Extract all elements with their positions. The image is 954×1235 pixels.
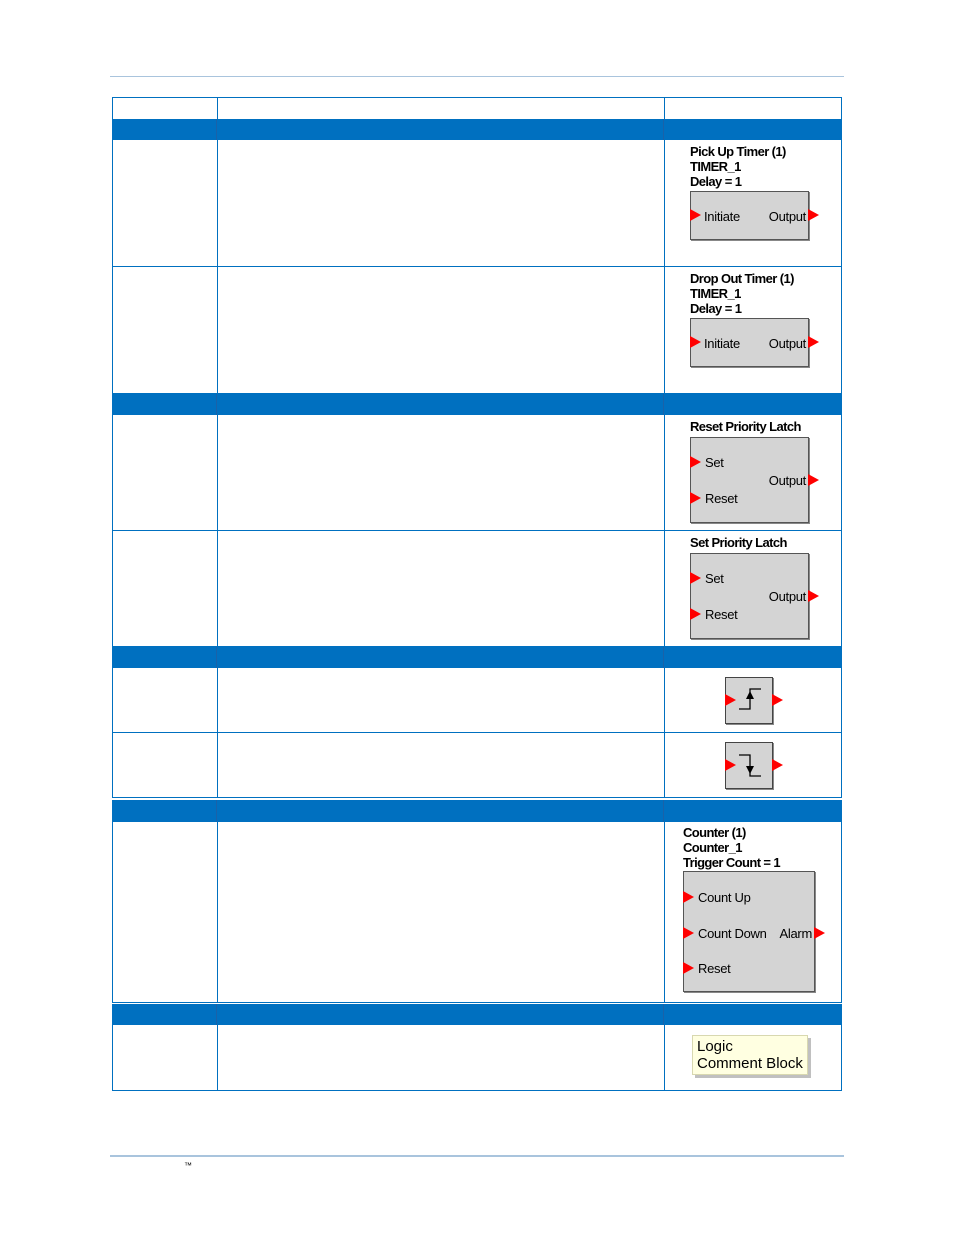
table-header-row (112, 97, 842, 120)
block-body (690, 318, 809, 367)
comment-line-1: Logic (697, 1038, 733, 1055)
set-priority-latch-block[interactable] (690, 535, 806, 622)
logic-comment-block[interactable] (692, 1035, 808, 1075)
table-row (112, 415, 842, 531)
input-arrow-icon (690, 336, 701, 348)
comment-line-2: Comment Block (697, 1055, 803, 1072)
rising-edge-icon[interactable] (725, 677, 773, 724)
block-name: TIMER_1 (690, 159, 741, 174)
reset-arrow-icon (690, 608, 701, 620)
output-arrow-icon (808, 590, 819, 602)
pickup-timer-block[interactable] (690, 144, 806, 224)
falling-edge-icon[interactable] (725, 742, 773, 789)
rising-edge-glyph (726, 678, 772, 723)
block-body (690, 191, 809, 240)
output-label: Output (768, 473, 806, 488)
table-row (112, 1025, 842, 1091)
header-rule (110, 76, 844, 77)
reset-label: Reset (698, 961, 731, 976)
output-arrow-icon (808, 209, 819, 221)
input-arrow-icon (690, 209, 701, 221)
dropout-timer-block[interactable] (690, 271, 806, 351)
reset-label: Reset (705, 491, 738, 506)
counter-block[interactable] (683, 825, 812, 976)
output-arrow-icon (772, 759, 783, 771)
table-row (112, 267, 842, 394)
block-title: Pick Up Timer (1) (690, 144, 786, 159)
count-up-label: Count Up (698, 890, 751, 905)
reset-priority-latch-block[interactable] (690, 419, 806, 506)
count-down-label: Count Down (698, 926, 767, 941)
block-body (683, 871, 815, 992)
output-label: Output (768, 209, 806, 224)
block-name: Counter_1 (683, 840, 742, 855)
block-delay: Delay = 1 (690, 301, 742, 316)
block-trigger-count: Trigger Count = 1 (683, 855, 781, 870)
output-arrow-icon (808, 474, 819, 486)
section-band-comment (112, 1004, 842, 1025)
input-label: Initiate (704, 209, 740, 224)
alarm-label: Alarm (779, 926, 812, 941)
footer-rule (110, 1155, 844, 1157)
trademark-symbol: ™ (184, 1161, 192, 1170)
reset-label: Reset (705, 607, 738, 622)
set-arrow-icon (690, 456, 701, 468)
table-row (112, 733, 842, 798)
output-label: Output (768, 589, 806, 604)
set-arrow-icon (690, 572, 701, 584)
table-row (112, 140, 842, 267)
section-band-edges (112, 647, 842, 668)
set-label: Set (705, 571, 724, 586)
table-row (112, 531, 842, 647)
reset-arrow-icon (690, 492, 701, 504)
count-down-arrow-icon (683, 927, 694, 939)
section-band-counter (112, 800, 842, 822)
input-label: Initiate (704, 336, 740, 351)
set-label: Set (705, 455, 724, 470)
output-arrow-icon (808, 336, 819, 348)
table-row (112, 822, 842, 1003)
block-title: Drop Out Timer (1) (690, 271, 794, 286)
block-name: TIMER_1 (690, 286, 741, 301)
alarm-arrow-icon (814, 927, 825, 939)
count-up-arrow-icon (683, 891, 694, 903)
section-band-latches (112, 394, 842, 415)
falling-edge-glyph (726, 743, 772, 788)
section-band-timers (112, 119, 842, 140)
output-label: Output (768, 336, 806, 351)
reset-arrow-icon (683, 962, 694, 974)
block-title: Reset Priority Latch (690, 419, 801, 434)
output-arrow-icon (772, 694, 783, 706)
block-title: Counter (1) (683, 825, 746, 840)
block-body (690, 553, 809, 639)
block-delay: Delay = 1 (690, 174, 742, 189)
table-row (112, 668, 842, 733)
block-body (690, 437, 809, 523)
block-title: Set Priority Latch (690, 535, 787, 550)
